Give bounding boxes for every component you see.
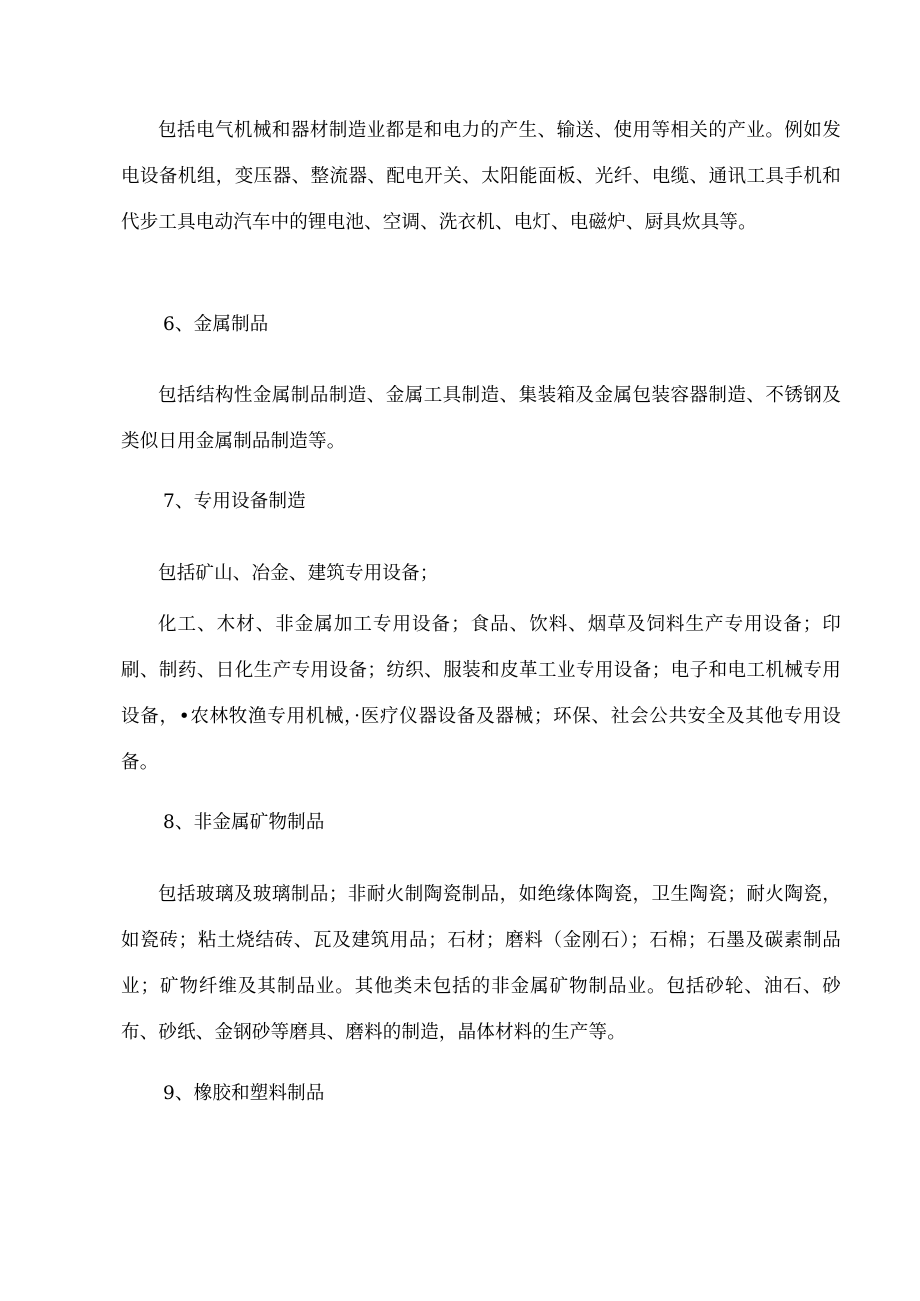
- paragraph-special-equipment-1: 包括矿山、冶金、建筑专用设备；: [158, 563, 439, 584]
- section-heading-8: 8、非金属矿物制品: [163, 812, 325, 833]
- paragraph-special-equipment-2: 化工、木材、非金属加工专用设备；食品、饮料、烟草及饲料生产专用设备；印刷、制药、日化生产专用设备；纺织、服装和皮革工业专用设备；电子和电工机械专用设备，•农林牧渔专用机械，·医疗仪器设备及器械；环保、社会公共安全及其他专用设备。: [121, 614, 841, 773]
- paragraph-non-metallic-minerals: 包括玻璃及玻璃制品；非耐火制陶瓷制品，如绝缘体陶瓷，卫生陶瓷；耐火陶瓷，如瓷砖；粘土烧结砖、瓦及建筑用品；石材；磨料（金刚石）；石棉；石墨及碳素制品业；矿物纤维及其制品业。其他类未包括的非金属矿物制品业。包括砂轮、油石、砂布、砂纸、金钢砂等磨具、磨料的制造，晶体材料的生产等。: [121, 884, 841, 1043]
- section-heading-7: 7、专用设备制造: [163, 491, 306, 512]
- paragraph-metal-products: 包括结构性金属制品制造、金属工具制造、集装箱及金属包装容器制造、不锈钢及类似日用金属制品制造等。: [121, 385, 841, 452]
- section-heading-6: 6、金属制品: [163, 314, 269, 335]
- section-heading-9: 9、橡胶和塑料制品: [163, 1083, 325, 1104]
- paragraph-electrical-machinery: 包括电气机械和器材制造业都是和电力的产生、输送、使用等相关的产业。例如发电设备机组，变压器、整流器、配电开关、太阳能面板、光纤、电缆、通讯工具手机和代步工具电动汽车中的锂电池、空调、洗衣机、电灯、电磁炉、厨具炊具等。: [121, 120, 841, 233]
